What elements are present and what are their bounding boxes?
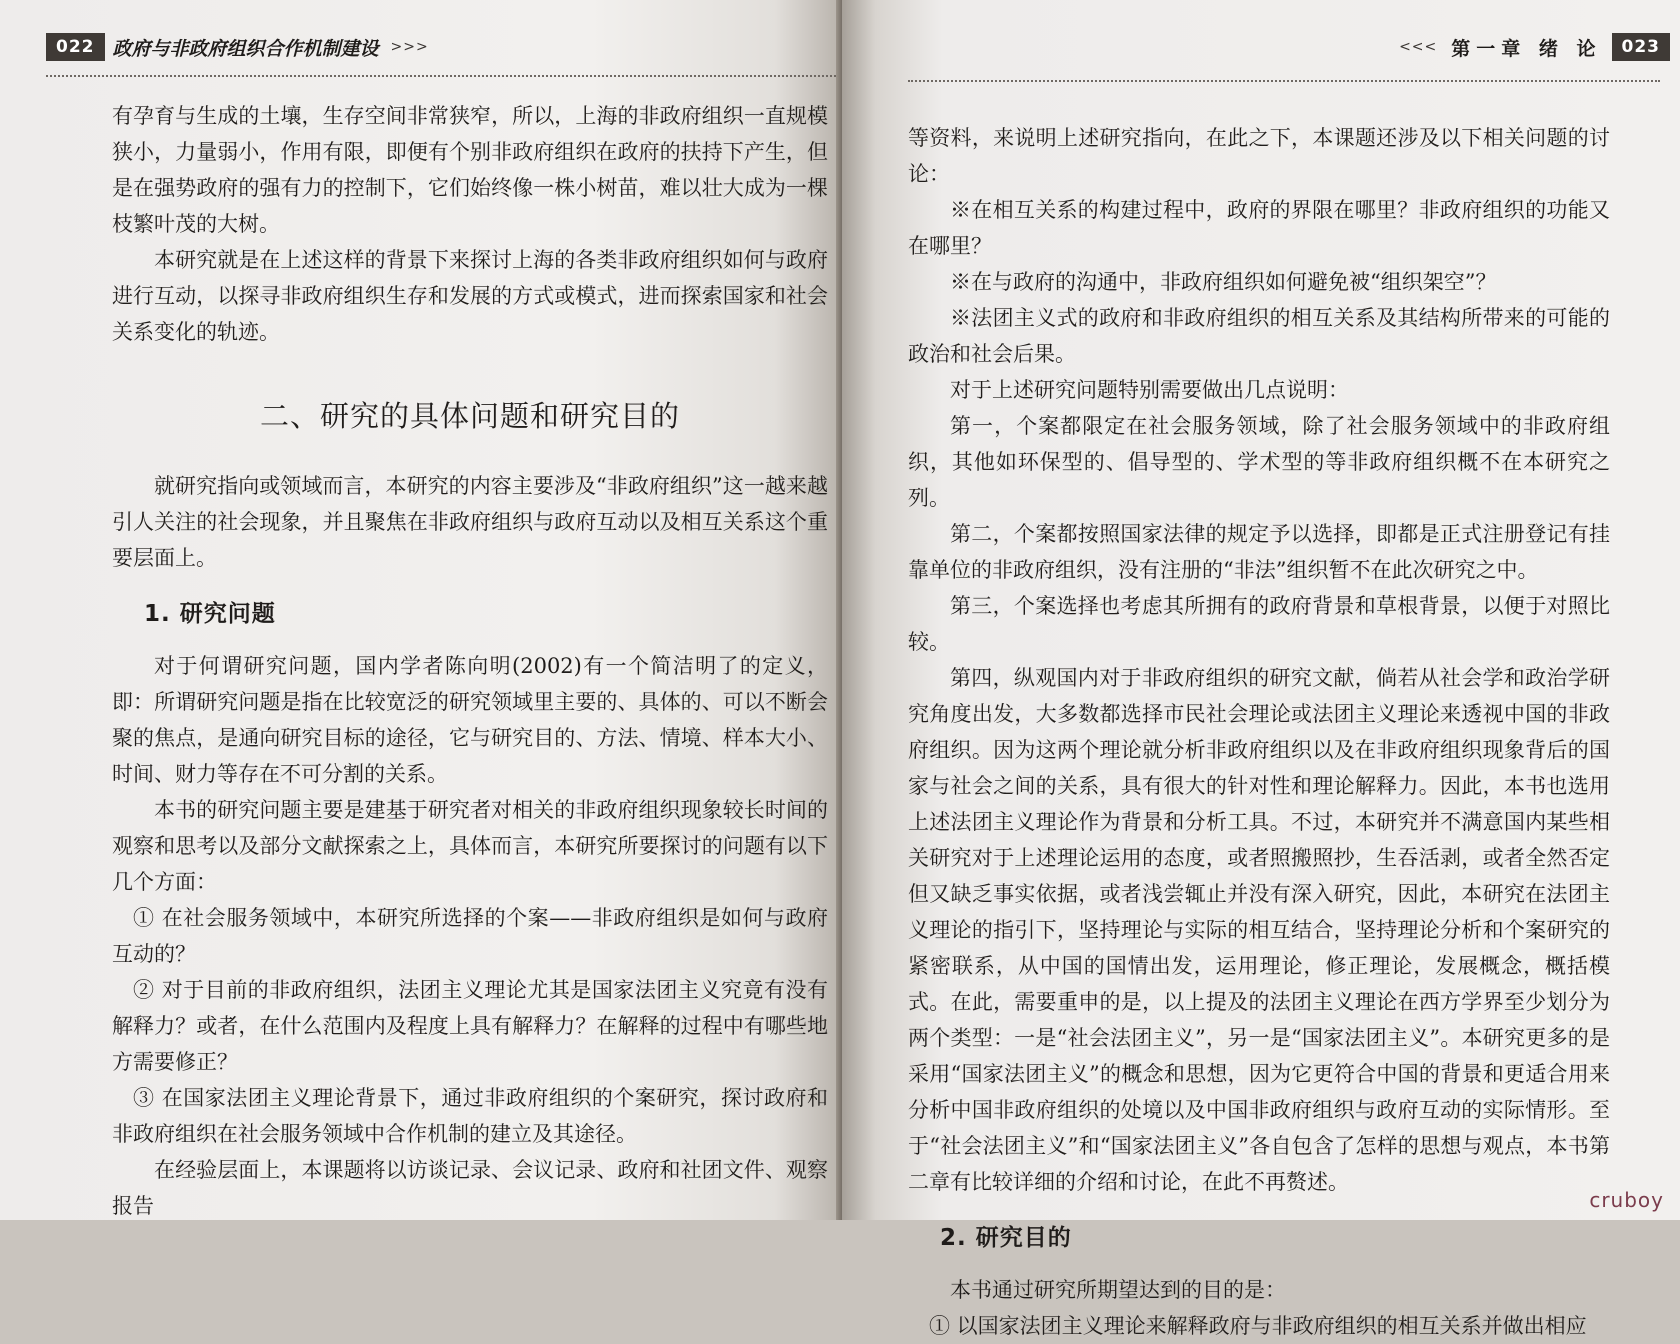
list-item: ① 在社会服务领域中，本研究所选择的个案——非政府组织是如何与政府互动的？: [112, 906, 828, 966]
paragraph: 等资料，来说明上述研究指向，在此之下，本课题还涉及以下相关问题的讨论：: [908, 126, 1610, 186]
header-arrow: <<<: [1399, 39, 1438, 55]
paragraph: 本书的研究问题主要是建基于研究者对相关的非政府组织现象较长时间的观察和思考以及部分文献探索之上，具体而言，本研究所要探讨的问题有以下几个方面：: [112, 798, 828, 894]
left-text-column: [112, 98, 828, 1220]
paragraph: 第一，个案都限定在社会服务领域，除了社会服务领域中的非政府组织，其他如环保型的、倡导型的、学术型的等非政府组织概不在本研究之列。: [908, 414, 1610, 510]
paragraph: 本书通过研究所期望达到的目的是：: [950, 1278, 1286, 1302]
left-page-number: 022: [46, 33, 105, 61]
paragraph: 在经验层面上，本课题将以访谈记录、会议记录、政府和社团文件、观察报告: [112, 1158, 828, 1218]
question-item: ※法团主义式的政府和非政府组织的相互关系及其结构所带来的可能的政治和社会后果。: [908, 306, 1610, 366]
right-text-column: [908, 120, 1610, 1344]
section-heading: 二、研究的具体问题和研究目的: [259, 399, 680, 433]
subheading-research-questions: 1. 研究问题: [144, 601, 276, 627]
list-item: ③ 在国家法团主义理论背景下，通过非政府组织的个案研究，探讨政府和非政府组织在社会服务领域中合作机制的建立及其途径。: [112, 1086, 828, 1146]
header-rule: [46, 75, 836, 77]
paragraph: 第三，个案选择也考虑其所拥有的政府背景和草根背景，以便于对照比较。: [908, 594, 1610, 654]
chapter-title: 第一章 绪 论: [1451, 37, 1602, 60]
right-page-number: 023: [1612, 33, 1671, 61]
list-item: ② 对于目前的非政府组织，法团主义理论尤其是国家法团主义究竟有没有解释力？或者，在什么范围内及程度上具有解释力？在解释的过程中有哪些地方需要修正？: [112, 978, 828, 1074]
paragraph: 对于上述研究问题特别需要做出几点说明：: [950, 378, 1349, 402]
paragraph: 就研究指向或领域而言，本研究的内容主要涉及“非政府组织”这一越来越引人关注的社会现象，并且聚焦在非政府组织与政府互动以及相互关系这个重要层面上。: [112, 474, 828, 570]
header-arrow: >>>: [390, 39, 429, 55]
left-page-header: [46, 30, 433, 64]
right-page-header: [1395, 30, 1670, 64]
paragraph: 有孕育与生成的土壤，生存空间非常狭窄，所以，上海的非政府组织一直规模狭小，力量弱小，作用有限，即便有个别非政府组织在政府的扶持下产生，但是在强势政府的强有力的控制下，它们始终像一株小树苗，难以壮大成为一棵枝繁叶茂的大树。: [112, 104, 828, 236]
left-page: [0, 0, 842, 1220]
paragraph: 本研究就是在上述这样的背景下来探讨上海的各类非政府组织如何与政府进行互动，以探寻非政府组织生存和发展的方式或模式，进而探索国家和社会关系变化的轨迹。: [112, 248, 828, 344]
watermark: cruboy: [1589, 1188, 1664, 1212]
question-item: ※在相互关系的构建过程中，政府的界限在哪里？非政府组织的功能又在哪里？: [908, 198, 1610, 258]
question-item: ※在与政府的沟通中，非政府组织如何避免被“组织架空”？: [950, 270, 1497, 294]
header-rule: [908, 80, 1660, 82]
list-item: ① 以国家法团主义理论来解释政府与非政府组织的相互关系并做出相应: [929, 1314, 1587, 1338]
paragraph: 第二，个案都按照国家法律的规定予以选择，即都是正式注册登记有挂靠单位的非政府组织，没有注册的“非法”组织暂不在此次研究之中。: [908, 522, 1610, 582]
paragraph: 第四，纵观国内对于非政府组织的研究文献，倘若从社会学和政治学研究角度出发，大多数都选择市民社会理论或法团主义理论来透视中国的非政府组织。因为这两个理论就分析非政府组织以及在非政府组织现象背后的国家与社会之间的关系，具有很大的针对性和理论解释力。因此，本书也选用上述法团主义理论作为背景和分析工具。不过，本研究并不满意国内某些相关研究对于上述理论运用的态度，或者照搬照抄，生吞活剥，或者全然否定但又缺乏事实依据，或者浅尝辄止并没有深入研究，因此，本研究在法团主义理论的指引下，坚持理论与实际的相互结合，坚持理论分析和个案研究的紧密联系，从中国的国情出发，运用理论，修正理论，发展概念，概括模式。在此，需要重申的是，以上提及的法团主义理论在西方学界至少划分为两个类型：一是“社会法团主义”，另一是“国家法团主义”。本研究更多的是采用“国家法团主义”的概念和思想，因为它更符合中国的背景和更适合用来分析中国非政府组织的处境以及中国非政府组织与政府互动的实际情形。至于“社会法团主义”和“国家法团主义”各自包含了怎样的思想与观点，本书第二章有比较详细的介绍和讨论，在此不再赘述。: [908, 666, 1610, 1194]
subheading-research-goals: 2. 研究目的: [940, 1225, 1072, 1251]
book-title: 政府与非政府组织合作机制建设: [112, 37, 379, 60]
paragraph: 对于何谓研究问题，国内学者陈向明(2002)有一个简洁明了的定义，即：所谓研究问题是指在比较宽泛的研究领域里主要的、具体的、可以不断会聚的焦点，是通向研究目标的途径，它与研究目的、方法、情境、样本大小、时间、财力等存在不可分割的关系。: [112, 654, 828, 786]
